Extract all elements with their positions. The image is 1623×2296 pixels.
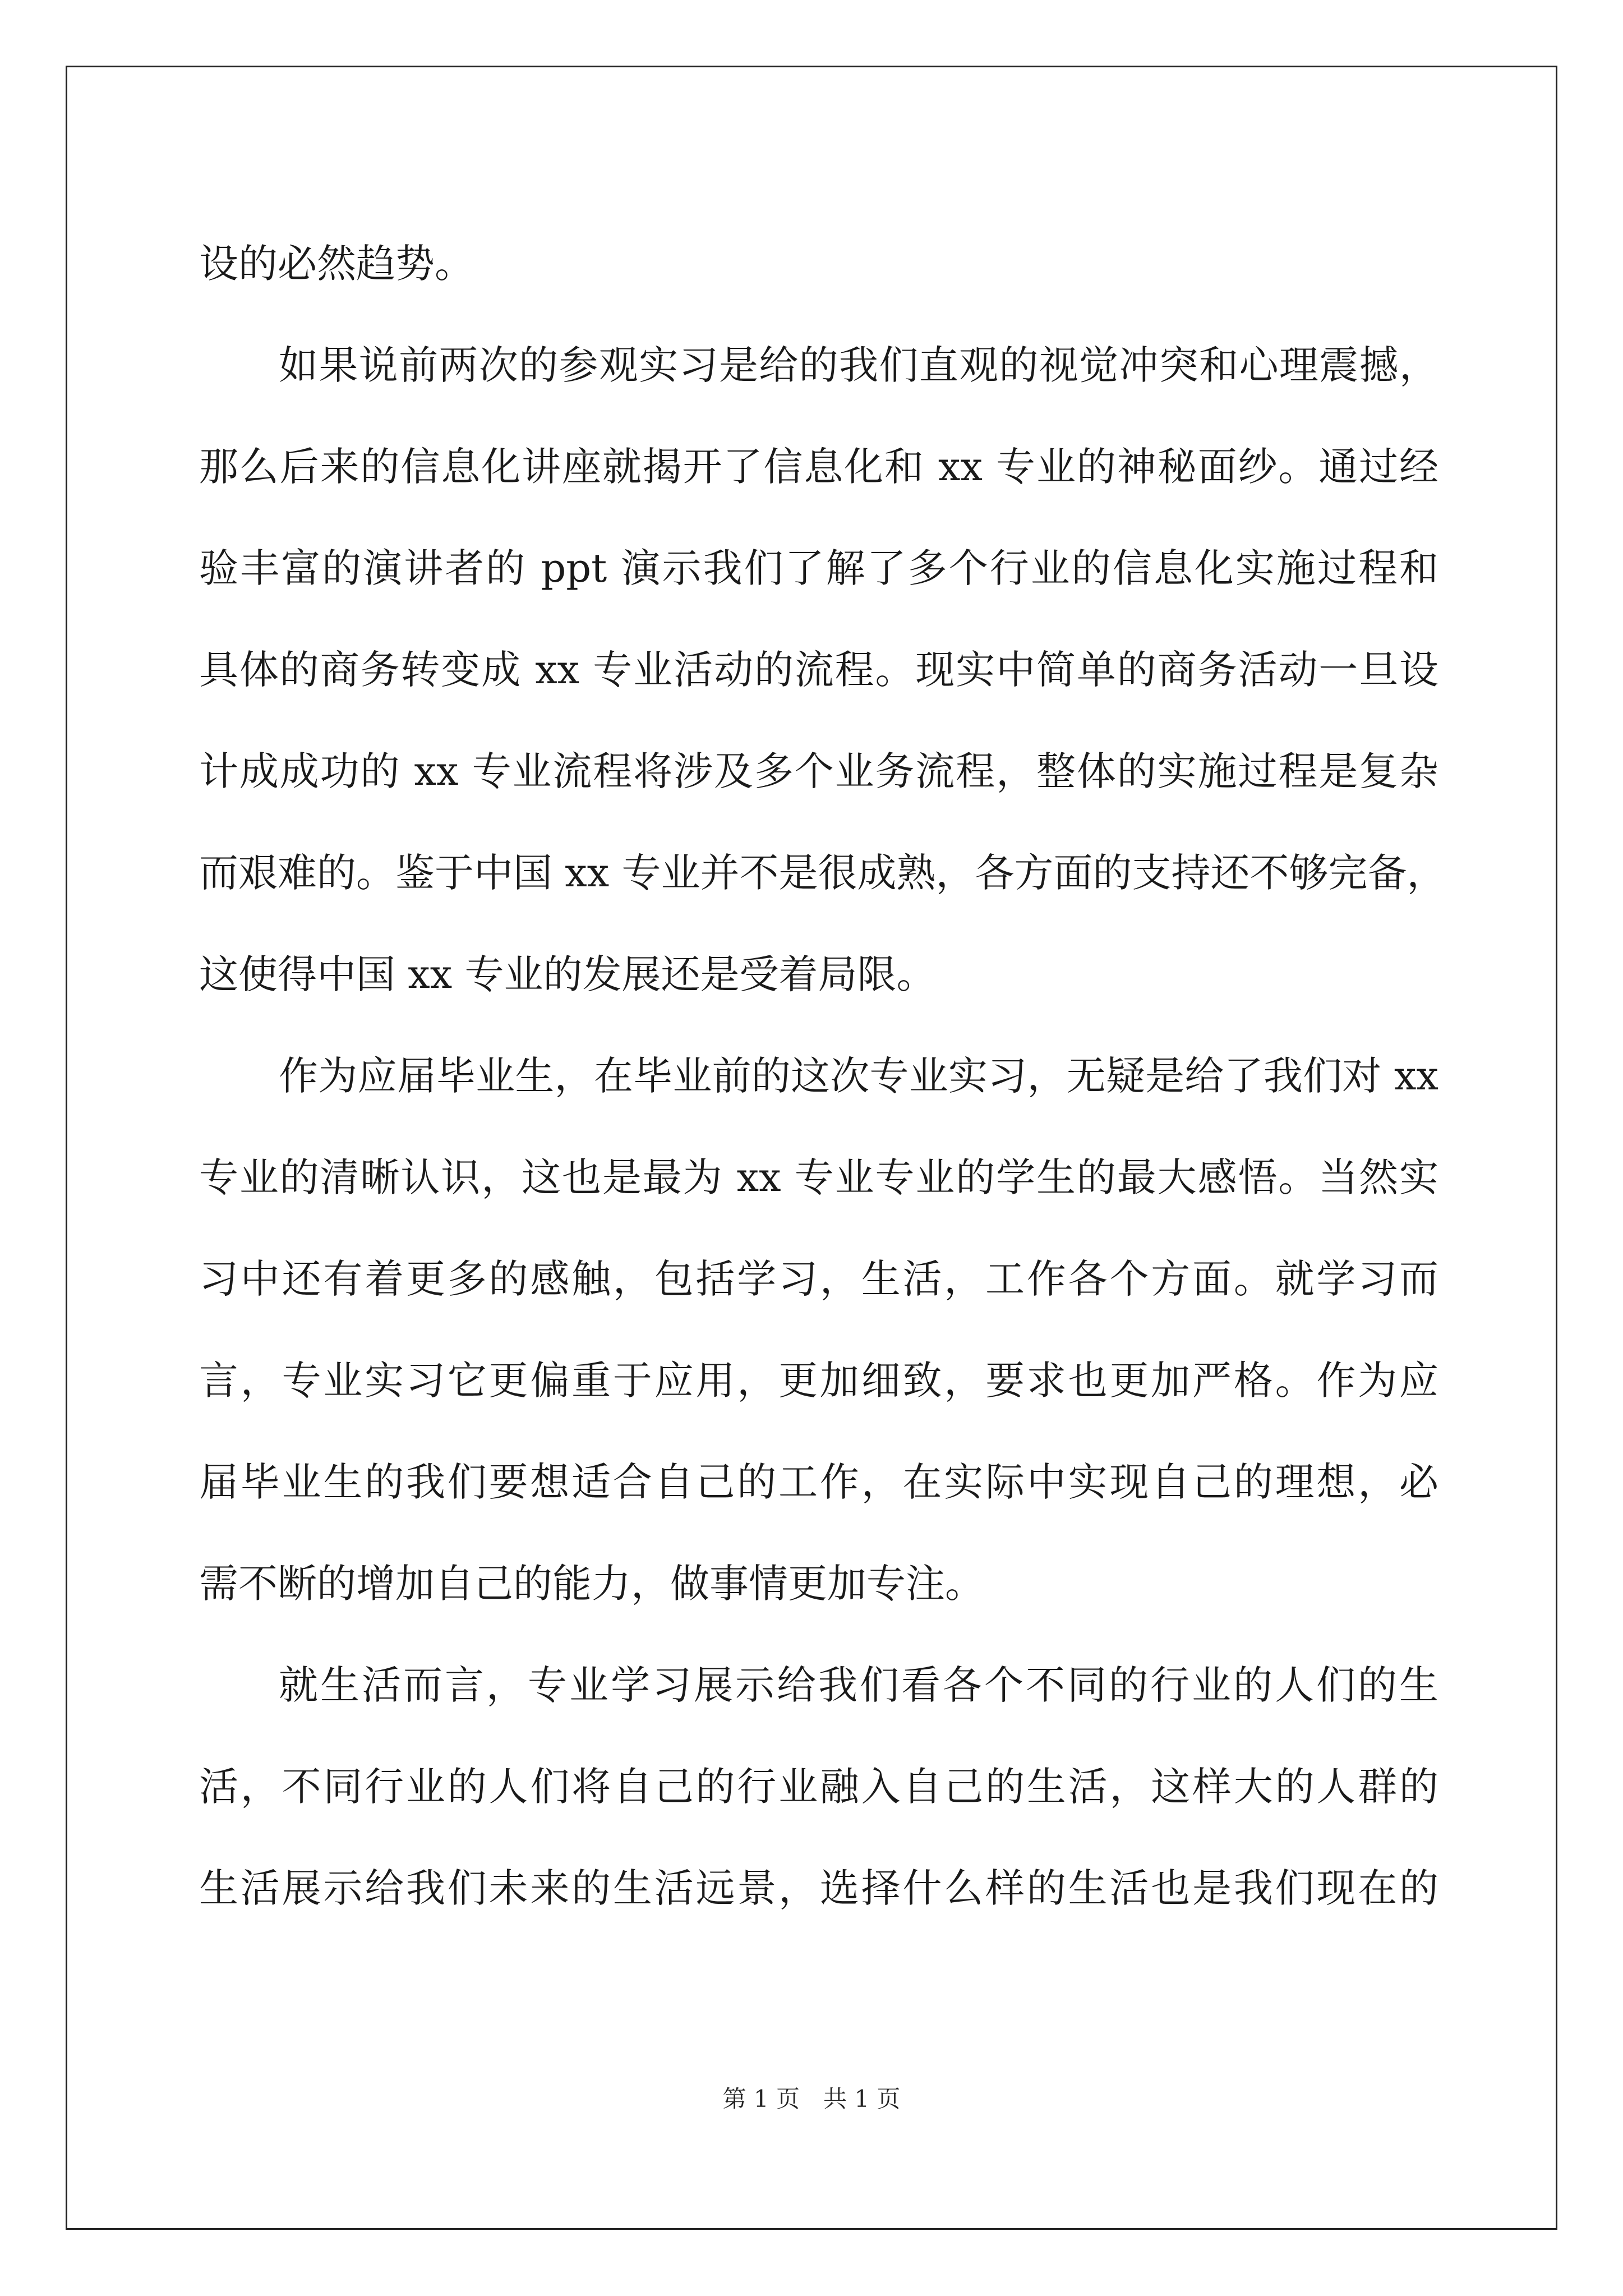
page-footer: 第 1 页 共 1 页 [722, 2085, 901, 2113]
text-line: 生活展示给我们未来的生活远景，选择什么样的生活也是我们现在的 [199, 1865, 1438, 1911]
text-line: 那么后来的信息化讲座就揭开了信息化和 xx 专业的神秘面纱。通过经 [199, 444, 1438, 490]
text-line: 专业的清晰认识，这也是最为 xx 专业专业的学生的最大感悟。当然实 [199, 1154, 1438, 1200]
text-line: 言，专业实习它更偏重于应用，更加细致，要求也更加严格。作为应 [199, 1358, 1438, 1404]
text-line: 设的必然趋势。 [199, 241, 474, 287]
text-line: 活，不同行业的人们将自己的行业融入自己的生活，这样大的人群的 [199, 1764, 1438, 1810]
text-line: 习中还有着更多的感触，包括学习，生活，工作各个方面。就学习而 [199, 1256, 1438, 1302]
text-line: 需不断的增加自己的能力，做事情更加专注。 [199, 1561, 984, 1607]
text-line: 具体的商务转变成 xx 专业活动的流程。现实中简单的商务活动一旦设 [199, 647, 1438, 693]
text-line: 这使得中国 xx 专业的发展还是受着局限。 [199, 951, 936, 997]
text-line: 验丰富的演讲者的 ppt 演示我们了解了多个行业的信息化实施过程和 [199, 545, 1438, 591]
text-line: 届毕业生的我们要想适合自己的工作，在实际中实现自己的理想，必 [199, 1459, 1438, 1505]
paragraph-first-line: 作为应届毕业生，在毕业前的这次专业实习，无疑是给了我们对 xx [279, 1053, 1438, 1099]
paragraph-first-line: 如果说前两次的参观实习是给的我们直观的视觉冲突和心理震撼， [279, 342, 1438, 388]
paragraph-first-line: 就生活而言，专业学习展示给我们看各个不同的行业的人们的生 [279, 1662, 1438, 1708]
document-body [199, 213, 1446, 2064]
text-line: 而艰难的。鉴于中国 xx 专业并不是很成熟，各方面的支持还不够完备， [199, 850, 1446, 896]
text-line: 计成成功的 xx 专业流程将涉及多个业务流程，整体的实施过程是复杂 [199, 748, 1438, 794]
